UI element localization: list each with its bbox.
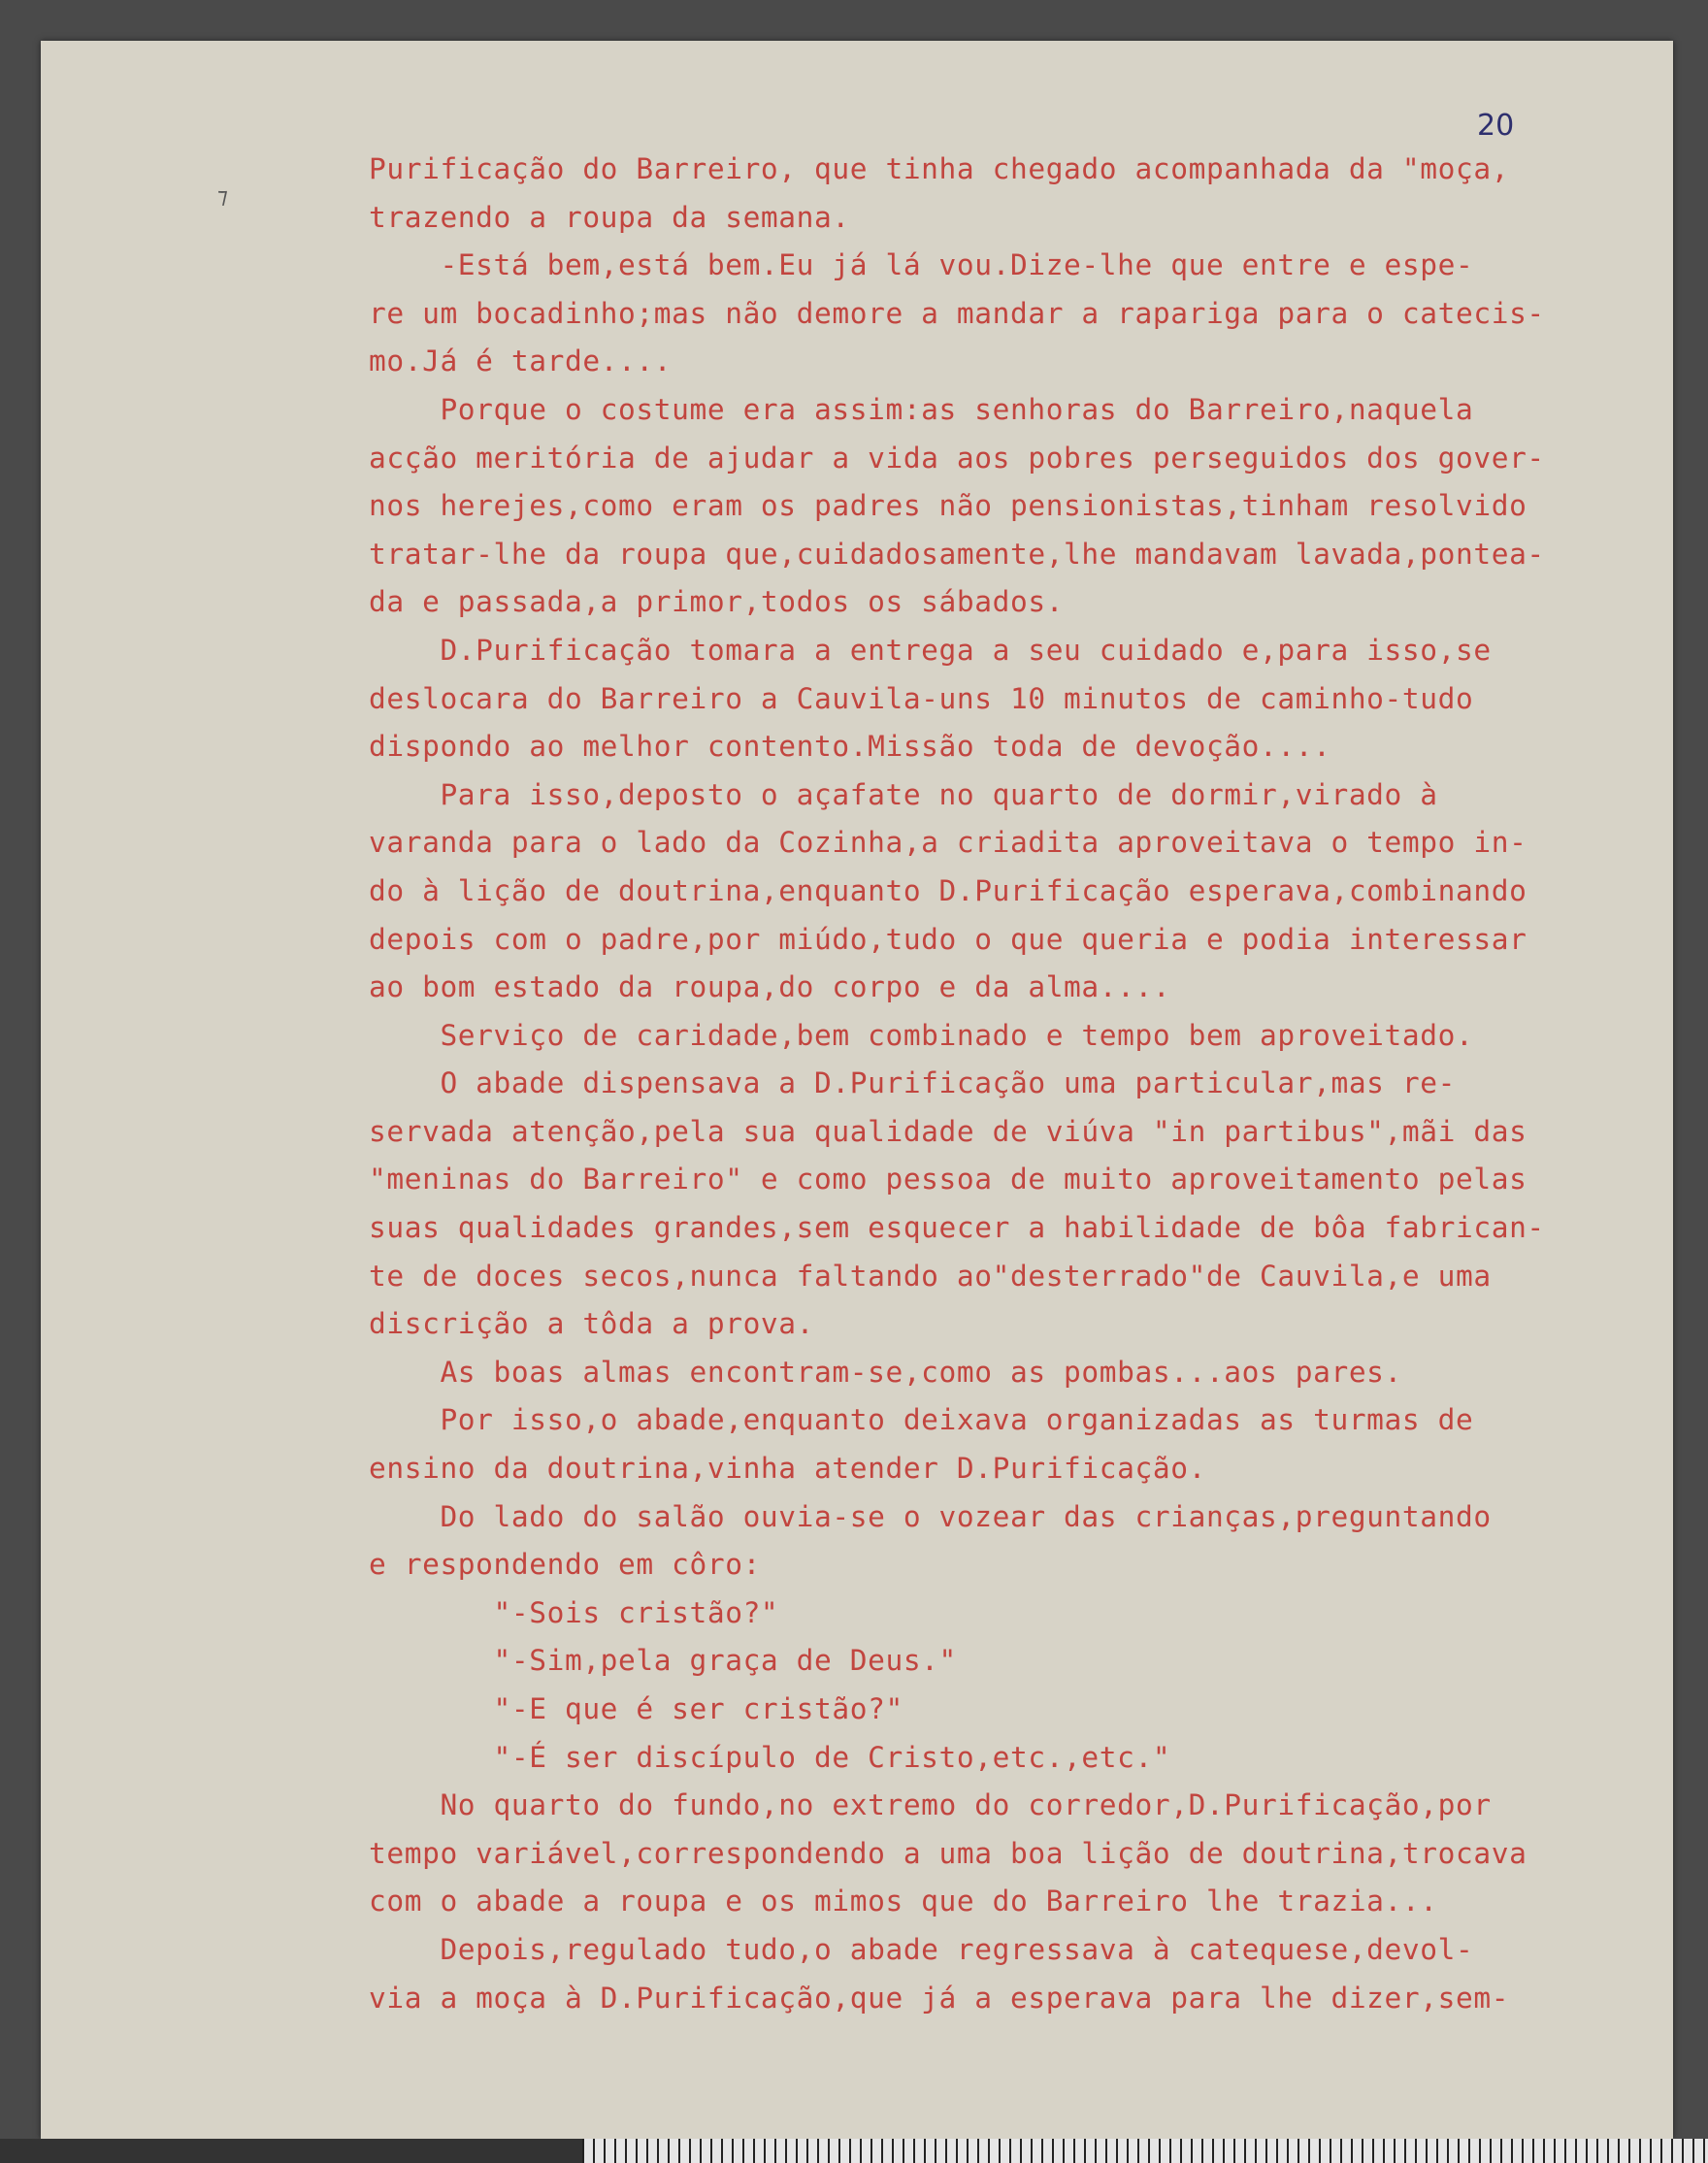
text-line: No quarto do fundo,no extremo do corredor,D.Purificação,por bbox=[369, 1788, 1492, 1822]
text-line: ao bom estado da roupa,do corpo e da alma.... bbox=[369, 970, 1171, 1004]
text-line: D.Purificação tomara a entrega a seu cuidado e,para isso,se bbox=[369, 633, 1492, 667]
text-line: mo.Já é tarde.... bbox=[369, 344, 673, 378]
text-line: do à lição de doutrina,enquanto D.Purificação esperava,combinando bbox=[369, 873, 1527, 907]
text-line: "-Sois cristão?" bbox=[369, 1595, 779, 1629]
text-line: tratar-lhe da roupa que,cuidadosamente,lhe mandavam lavada,pontea- bbox=[369, 537, 1545, 571]
text-line: tempo variável,correspondendo a uma boa lição de doutrina,trocava bbox=[369, 1836, 1527, 1870]
scan-border bbox=[0, 2139, 582, 2163]
text-line: depois com o padre,por miúdo,tudo o que queria e podia interessar bbox=[369, 922, 1527, 956]
text-line: varanda para o lado da Cozinha,a criadita aproveitava o tempo in- bbox=[369, 826, 1527, 860]
text-line: discrição a tôda a prova. bbox=[369, 1307, 815, 1341]
text-line: As boas almas encontram-se,como as pombas...aos pares. bbox=[369, 1355, 1402, 1389]
text-line: com o abade a roupa e os mimos que do Barreiro lhe trazia... bbox=[369, 1884, 1438, 1918]
typed-text-body bbox=[369, 146, 1669, 2022]
text-line: "-É ser discípulo de Cristo,etc.,etc." bbox=[369, 1740, 1171, 1774]
text-line: via a moça à D.Purificação,que já a esperava para lhe dizer,sem- bbox=[369, 1981, 1510, 2015]
text-line: Porque o costume era assim:as senhoras do Barreiro,naquela bbox=[369, 392, 1474, 426]
text-line: Depois,regulado tudo,o abade regressava à catequese,devol- bbox=[369, 1932, 1474, 1966]
text-line: O abade dispensava a D.Purificação uma particular,mas re- bbox=[369, 1066, 1456, 1100]
text-line: e respondendo em côro: bbox=[369, 1548, 761, 1582]
text-line: Por isso,o abade,enquanto deixava organizadas as turmas de bbox=[369, 1403, 1474, 1437]
margin-mark: ⁊ bbox=[217, 184, 228, 209]
text-line: suas qualidades grandes,sem esquecer a habilidade de bôa fabrican- bbox=[369, 1211, 1545, 1245]
text-line: Purificação do Barreiro, que tinha chegado acompanhada da "moça, bbox=[369, 152, 1510, 185]
text-line: deslocara do Barreiro a Cauvila-uns 10 minutos de caminho-tudo bbox=[369, 681, 1474, 715]
text-line: te de doces secos,nunca faltando ao"desterrado"de Cauvila,e uma bbox=[369, 1259, 1492, 1293]
text-line: servada atenção,pela sua qualidade de viúva "in partibus",mãi das bbox=[369, 1114, 1527, 1148]
text-line: acção meritória de ajudar a vida aos pobres perseguidos dos gover- bbox=[369, 441, 1545, 475]
text-line: trazendo a roupa da semana. bbox=[369, 200, 850, 234]
text-line: ensino da doutrina,vinha atender D.Purificação. bbox=[369, 1452, 1206, 1486]
text-line: "-E que é ser cristão?" bbox=[369, 1692, 903, 1725]
text-line: Para isso,deposto o açafate no quarto de dormir,virado à bbox=[369, 777, 1438, 811]
text-line: da e passada,a primor,todos os sábados. bbox=[369, 585, 1065, 619]
page-number: 20 bbox=[1477, 109, 1515, 143]
scale-ruler bbox=[582, 2139, 1708, 2163]
text-line: Do lado do salão ouvia-se o vozear das crianças,preguntando bbox=[369, 1499, 1492, 1533]
text-line: dispondo ao melhor contento.Missão toda de devoção.... bbox=[369, 730, 1331, 764]
text-line: "meninas do Barreiro" e como pessoa de muito aproveitamento pelas bbox=[369, 1163, 1527, 1196]
text-line: "-Sim,pela graça de Deus." bbox=[369, 1644, 957, 1678]
text-line: Serviço de caridade,bem combinado e tempo bem aproveitado. bbox=[369, 1018, 1474, 1052]
text-line: nos herejes,como eram os padres não pensionistas,tinham resolvido bbox=[369, 489, 1527, 523]
text-line: -Está bem,está bem.Eu já lá vou.Dize-lhe que entre e espe- bbox=[369, 248, 1474, 282]
text-line: re um bocadinho;mas não demore a mandar a rapariga para o catecis- bbox=[369, 296, 1545, 330]
